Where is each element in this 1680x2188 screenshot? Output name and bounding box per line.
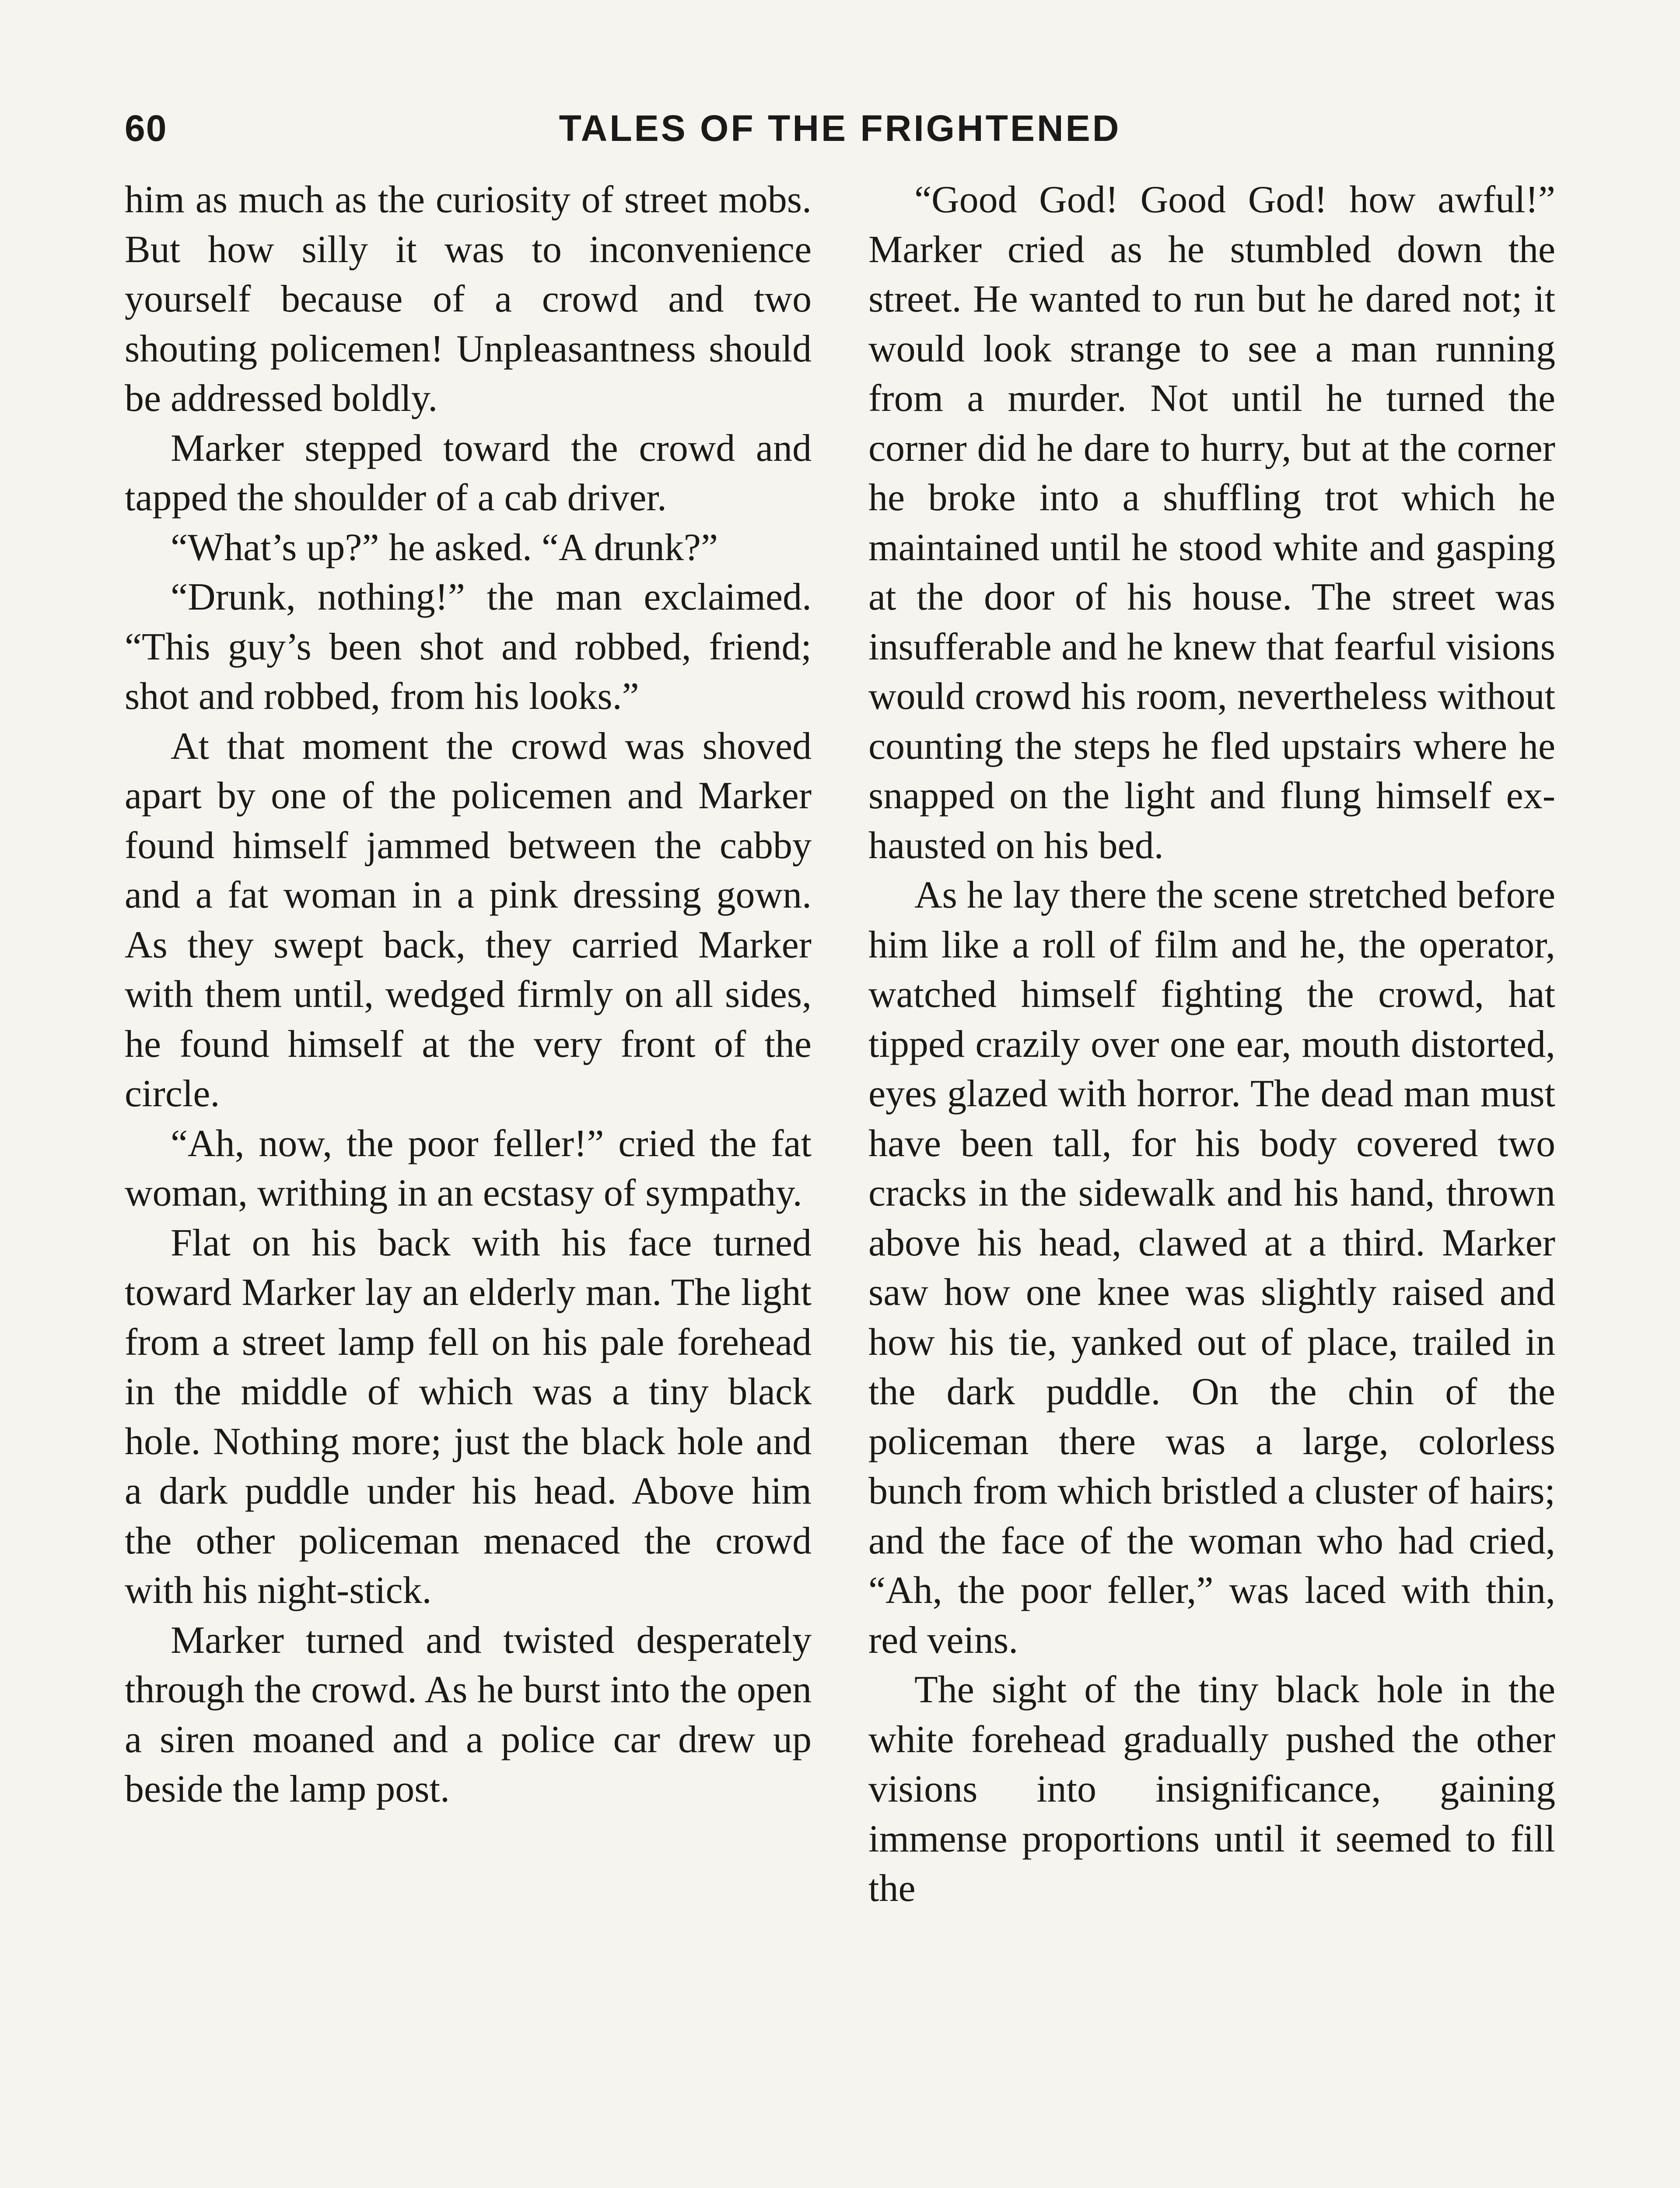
right-column xyxy=(868,175,1555,1914)
paragraph: him as much as the curiosity of street mobs. But how silly it was to inconvenience yourself because of a crowd and two shouting policemen! Unpleasantness should be addressed boldly. xyxy=(125,179,812,420)
page-number: 60 xyxy=(125,108,168,149)
running-title: TALES OF THE FRIGHTENED xyxy=(559,108,1121,149)
paragraph: Marker turned and twisted desperately through the crowd. As he burst into the open a siren moaned and a police car drew up beside the lamp post. xyxy=(125,1619,812,1810)
paragraph: Marker stepped toward the crowd and tapped the shoulder of a cab driver. xyxy=(125,427,812,519)
paragraph: The sight of the tiny black hole in the white forehead gradually pushed the other visions into insignificance, gaining immense proportions until it seemed to fill the xyxy=(868,1669,1555,1910)
text-columns xyxy=(125,175,1555,2188)
paragraph: “What’s up?” he asked. “A drunk?” xyxy=(171,526,718,569)
paragraph: Flat on his back with his face turned toward Marker lay an elderly man. The light from a street lamp fell on his pale forehead in the middle of which was a tiny black hole. Nothing more; just the black hole and a dark puddle under his head. Above him the other policeman menaced the crowd with his night-stick. xyxy=(125,1221,812,1612)
paragraph: As he lay there the scene stretched before him like a roll of film and he, the operator, watched himself fighting the crowd, hat tipped crazily over one ear, mouth distorted, eyes glazed with horror. The dead man must have been tall, for his body covered two cracks in the sidewalk and his hand, thrown above his head, clawed at a third. Marker saw how one knee was slightly raised and how his tie, yanked out of place, trailed in the dark puddle. On the chin of the policeman there was a large, colorless bunch from which bristled a cluster of hairs; and the face of the woman who had cried, “Ah, the poor feller,” was laced with thin, red veins. xyxy=(868,874,1555,1662)
paragraph: “Drunk, nothing!” the man exclaimed. “This guy’s been shot and robbed, friend; shot and robbed, from his looks.” xyxy=(125,576,812,718)
paragraph: “Good God! Good God! how awful!” Marker cried as he stumbled down the street. He wanted to run but he dared not; it would look strange to see a man running from a murder. Not until he turned the corner did he dare to hurry, but at the corner he broke into a shuffling trot which he maintained until he stood white and gasping at the door of his house. The street was insufferable and he knew that fearful visions would crowd his room, nevertheless without counting the steps he fled upstairs where he snapped on the light and flung himself exhausted on his bed. xyxy=(868,179,1555,867)
page-header xyxy=(125,107,1555,164)
paragraph: At that moment the crowd was shoved apart by one of the policemen and Marker found himself jammed between the cabby and a fat woman in a pink dressing gown. As they swept back, they carried Marker with them until, wedged firmly on all sides, he found himself at the very front of the circle. xyxy=(125,725,812,1115)
paragraph: “Ah, now, the poor feller!” cried the fat woman, writhing in an ecstasy of sympathy. xyxy=(125,1122,812,1214)
left-column xyxy=(125,175,812,1814)
